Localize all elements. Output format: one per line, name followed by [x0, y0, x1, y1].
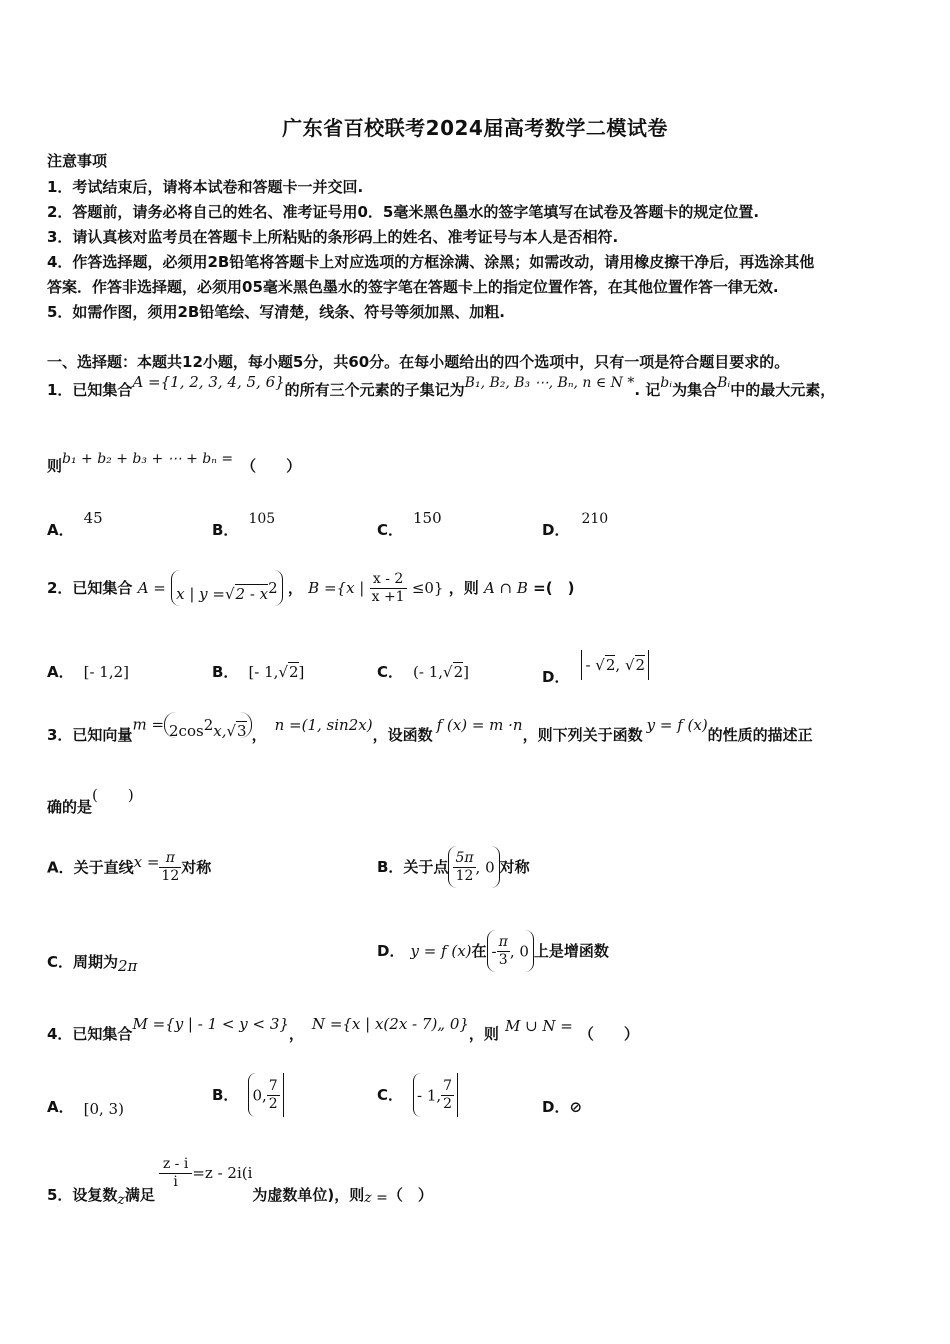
notice-item-4: 4．作答选择题，必须用2B铅笔将答题卡上对应选项的方框涂满、涂黑；如需改动，请用橡皮擦干净后，再选涂其他: [47, 253, 815, 271]
question-1-line2: [47, 451, 302, 477]
q2-fraction: $\frac{x - 2}{x +1}$: [371, 570, 405, 605]
q1-text: 中的最大元素，: [730, 381, 836, 399]
q1-sum: b₁ + b₂ + b₃ + ⋯ + bₙ =: [62, 451, 234, 467]
page-title: 广东省百校联考2024届高考数学二模试卷: [282, 116, 668, 140]
q1-text: . 记: [634, 381, 661, 399]
q1-text: 为集合: [672, 381, 718, 399]
notice-item-4-cont: 答案．作答非选择题，必须用05毫米黑色墨水的签字笔在答题卡上的指定位置作答，在其他位置作答一律无效.: [47, 278, 779, 296]
q2-set-a: x | $y =√2 - x^2$: [171, 570, 283, 606]
notice-item-5: 5．如需作图，须用2B铅笔绘、写清楚，线条、符号等须加黑、加粗.: [47, 303, 506, 321]
q3-option-a: A．关于直线x = $\frac{\pi}{12}$ 对称: [47, 850, 212, 884]
notice-item-1: 1．考试结束后，请将本试卷和答题卡一并交回.: [47, 178, 364, 196]
q2-option-c: C． (- 1,√2]: [377, 663, 469, 681]
q4-option-c: C． - 1, $\frac{7}{2}$: [377, 1073, 458, 1121]
q4-option-a: A． [0, 3): [47, 1098, 124, 1118]
notice-item-3: 3．请认真核对监考员在答题卡上所粘贴的条形码上的姓名、准考证号与本人是否相符.: [47, 228, 619, 246]
q3-option-b: B．关于点 $\frac{5\pi}{12}$ , 0 对称: [377, 846, 530, 890]
q4-option-b: B． 0, $\frac{7}{2}$: [212, 1073, 284, 1121]
q1-bi: bᵢ: [660, 375, 673, 391]
question-1-line1: [47, 373, 836, 401]
q1-text: 1．已知集合: [47, 381, 133, 399]
question-4: 4．已知集合M ={y | - 1 < y < 3}，N ={x | x(2x - 7)„ 0}，则 M ∪ N = （ ）: [47, 1015, 639, 1043]
q3-option-c: C．周期为2π: [47, 953, 138, 975]
question-5: 5．设复数z满足 $\frac{z - i}{i}$ =z - 2i(i为虚数单位)，则z =（ ）: [47, 1156, 433, 1208]
q1-option-b: B．105: [212, 511, 276, 539]
notice-heading: 注意事项: [47, 152, 108, 170]
empty-set-icon: ⊘: [569, 1098, 583, 1116]
q4-option-d: D．⊘: [542, 1098, 583, 1116]
question-3-line2: 确的是( ): [47, 786, 134, 816]
q1-text: （ ）: [241, 457, 302, 475]
question-2: 2．已知集合 A = x | $y =√2 - x^2$ ， B ={x | $\frac{x - 2}{x +1}$ ≤0} ，则 A ∩ B =( ): [47, 570, 575, 605]
q1-Bi: Bᵢ: [717, 375, 731, 391]
q3-option-d: D． y = f (x)在 - $\frac{\pi}{3}$ , 0 上是增函数: [377, 930, 609, 974]
q1-text: 的所有三个元素的子集记为: [284, 381, 465, 399]
section-heading: 一、选择题：本题共12小题，每小题5分，共60分。在每小题给出的四个选项中，只有一项是符合题目要求的。: [47, 353, 790, 371]
q1-subsets: B₁, B₂, B₃ ⋯, Bₙ, n ∈ N *: [464, 375, 635, 391]
q2-option-b: B． [- 1,√2]: [212, 663, 305, 681]
q2-option-a: A． [- 1,2]: [47, 663, 130, 681]
q1-text: 则: [47, 457, 63, 475]
q1-option-d: D．210: [542, 511, 609, 539]
q1-option-a: A．45: [47, 509, 103, 539]
q1-set-a: A ={1, 2, 3, 4, 5, 6}: [132, 373, 285, 391]
question-3-line1: 3．已知向量$m = 2\cos^2x,√3$ ，n =(1, sin2x)，设函数f (x) = m ·n，则下列关于函数y = f (x)的性质的描述正: [47, 712, 813, 748]
notice-item-2: 2．答题前，请务必将自己的姓名、准考证号用0．5毫米黑色墨水的签字笔填写在试卷及答题卡的规定位置.: [47, 203, 760, 221]
q1-option-c: C．150: [377, 509, 442, 539]
q2-option-d: D．- √2, √2: [542, 650, 649, 690]
